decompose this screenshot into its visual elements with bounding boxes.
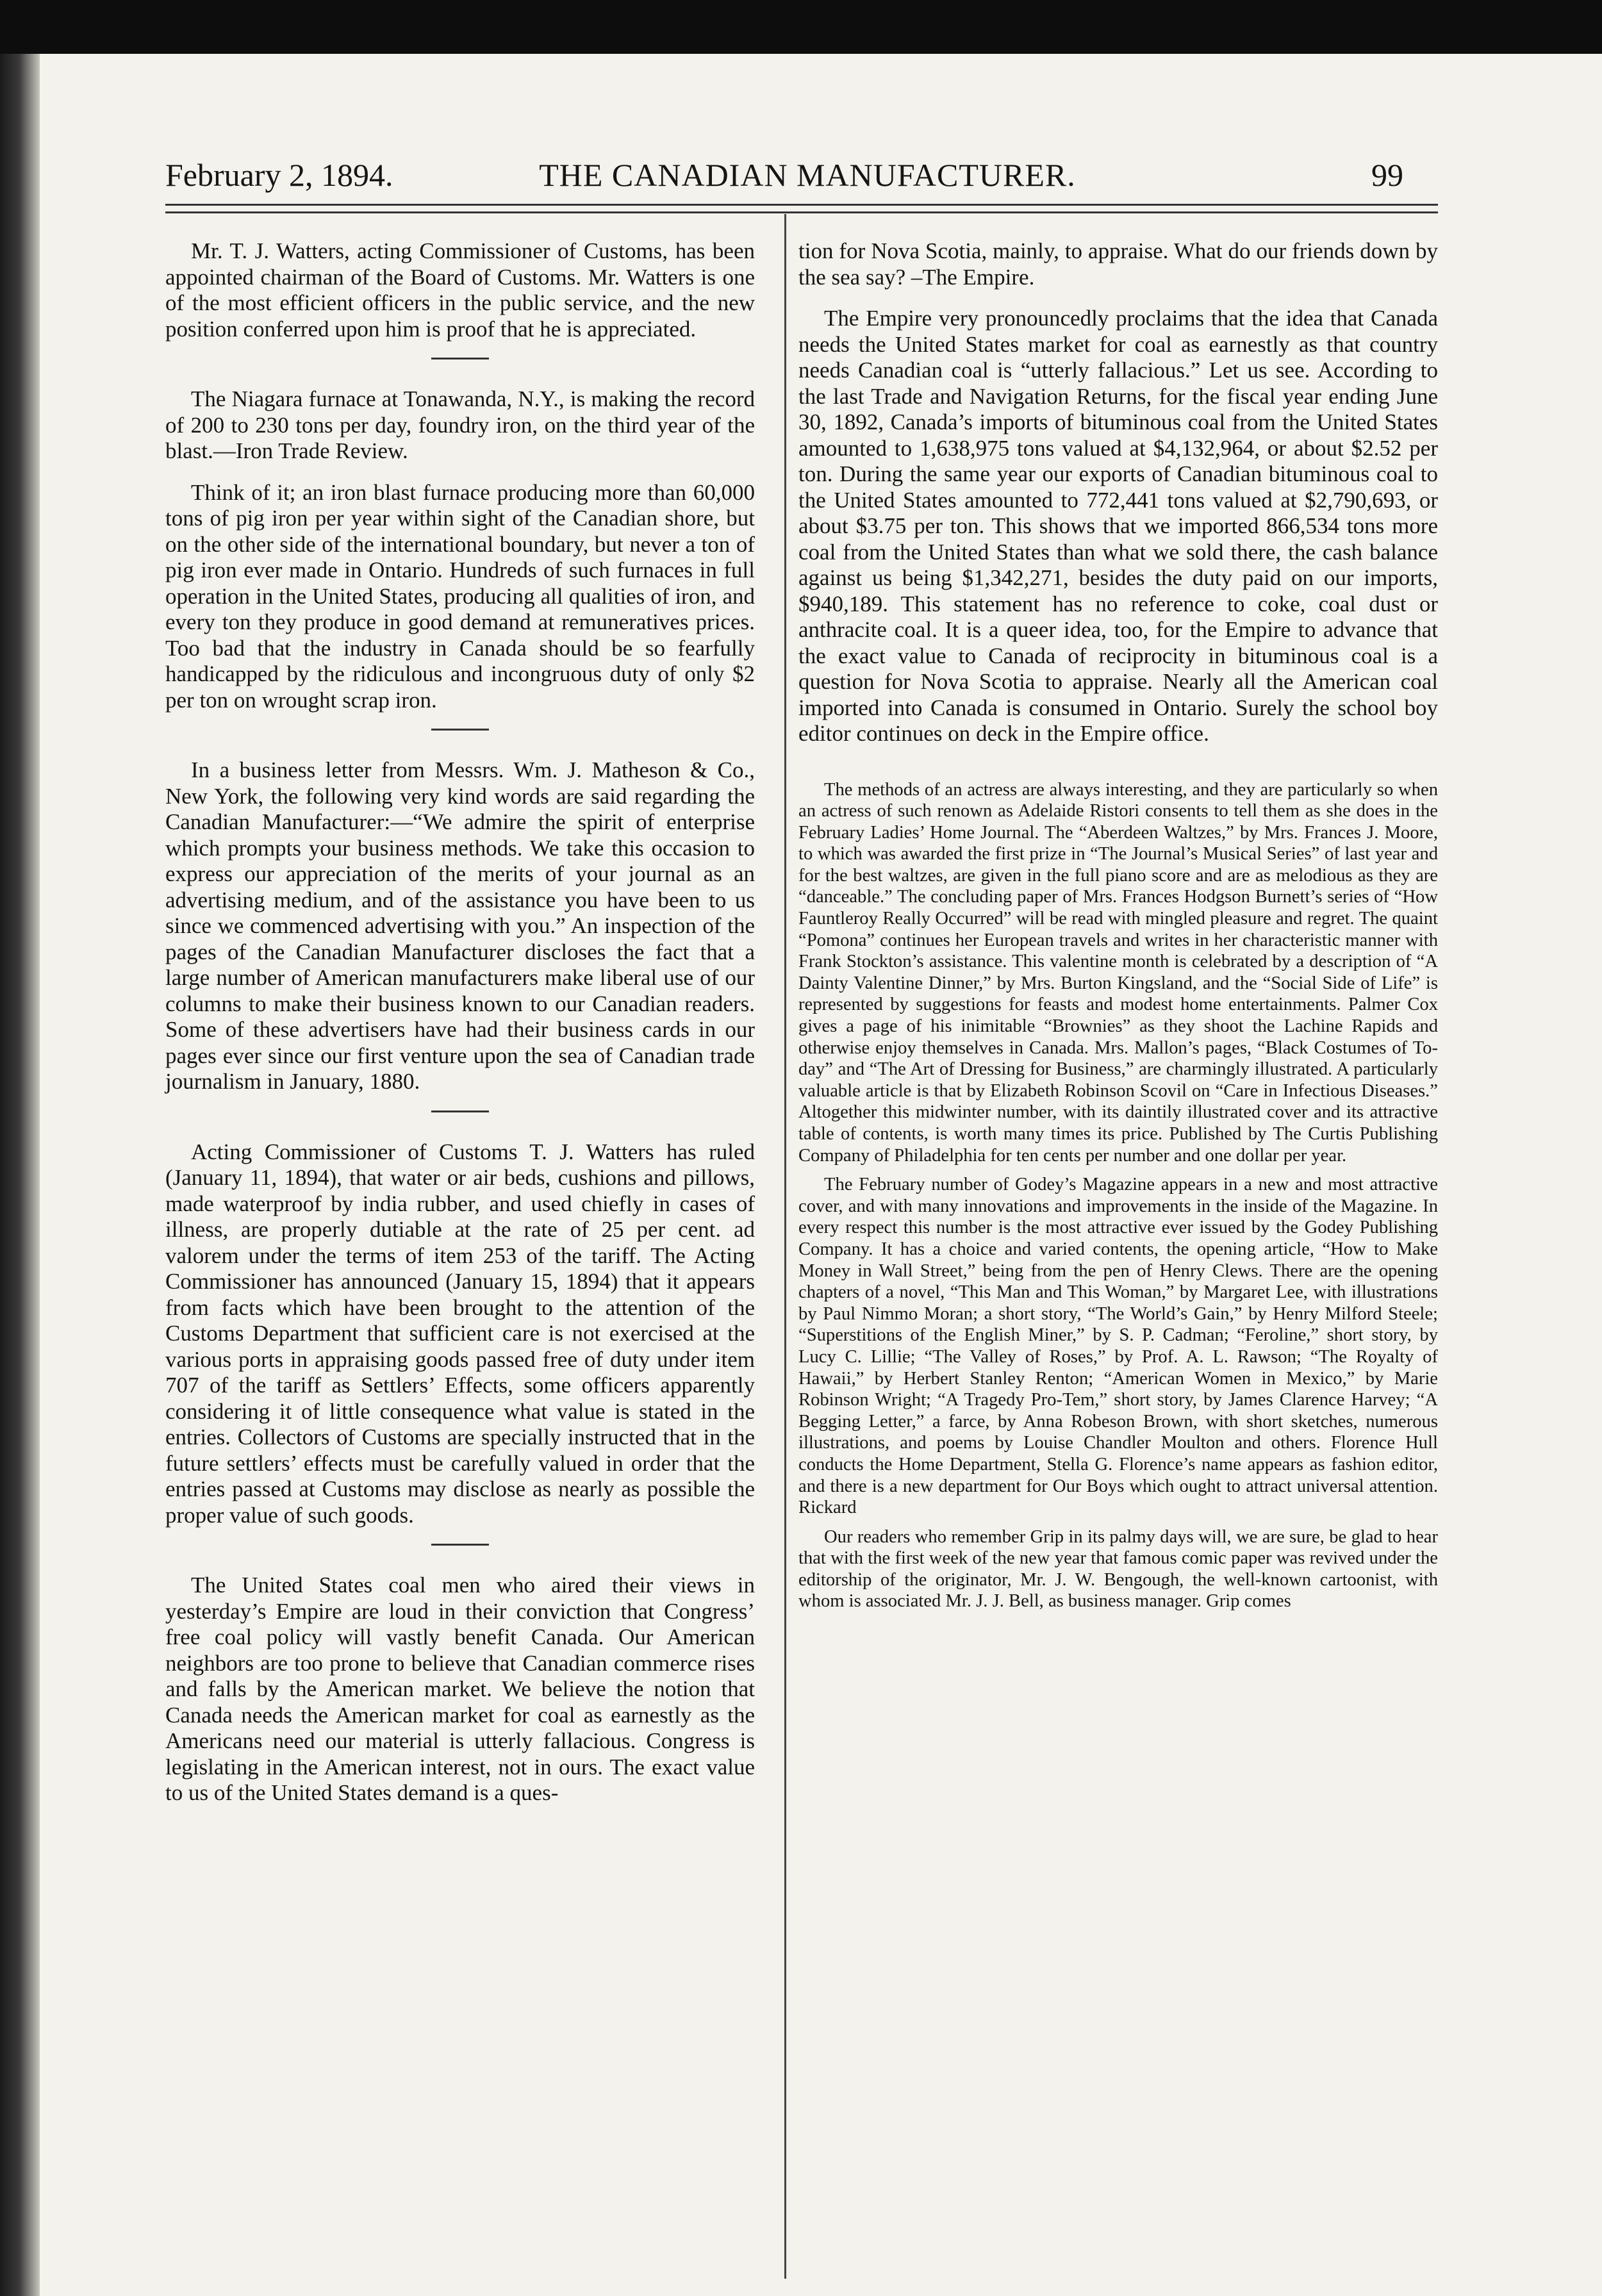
left-column [165, 238, 755, 1822]
article-empire-coal-rebuttal: The Empire very pronouncedly proclaims that the idea that Canada needs the United States market for coal as earnestly as that country needs Canadian coal is “utterly fallacious.” Let us see. According to the last Trade and Navigation Returns, for the fiscal year ending June 30, 1892, Canada’s imports of bituminous coal from the United States amounted to 1,638,975 tons valued at $4,132,964, or about $2.52 per ton. During the same year our exports of Canadian bituminous coal to the United States amounted to 772,441 tons valued at $2,790,693, or about $3.75 per ton. This shows that we imported 866,534 tons more coal from the United States than what we sold there, the cash balance against us being $1,342,271, besides the duty paid on our imports, $940,189. This statement has no reference to coke, coal dust or anthracite coal. It is a queer idea, too, for the Empire to advance that the exact value to Canada of reciprocity in bituminous coal is a question for Nova Scotia to appraise. Nearly all the American coal imported into Canada is consumed in Ontario. Surely the school boy editor continues on deck in the Empire office. [798, 306, 1438, 746]
separator [431, 1111, 489, 1112]
header-rule-bottom [165, 211, 1438, 213]
notice-ladies-home-journal: The methods of an actress are always interesting, and they are particularly so when an actress of such renown as Adelaide Ristori consents to tell them as she does in the February Ladies’ Home Journal. The “Aberdeen Waltzes,” by Mrs. Frances J. Moore, to which was awarded the first prize in “The Journal’s Musical Series” of last year and for the best waltzes, are given in the full piano score and are as melodious as they are “danceable.” The concluding paper of Mrs. Frances Hodgson Burnett’s series of “How Fauntleroy Really Occurred” will be read with mingled pleasure and regret. The quaint “Pomona” continues her European travels and writes in her characteristic manner with Frank Stockton’s assistance. This valentine month is celebrated by a description of “A Dainty Valentine Dinner,” by Mrs. Burton Kingsland, and the “Social Side of Life” is represented by suggestions for feasts and modest home entertainments. Palmer Cox gives a page of his inimitable “Brownies” as they shoot the Lachine Rapids and otherwise enjoy themselves in Canada. Mrs. Mallon’s pages, “Black Costumes of To-day” and “The Art of Dressing for Business,” are charmingly illustrated. A particularly valuable article is that by Elizabeth Robinson Scovil on “Care in Infectious Diseases.” Altogether this midwinter number, with its daintily illustrated cover and its attractive table of contents, is worth many times its price. Published by The Curtis Publishing Company of Philadelphia for ten cents per number and one dollar per year. [798, 779, 1438, 1166]
header-rule-top [165, 204, 1438, 206]
notice-grip-revival: Our readers who remember Grip in its palmy days will, we are sure, be glad to hear that with the first week of the new year that famous comic paper was revived under the editorship of the originator, Mr. J. W. Bengough, the well-known cartoonist, with whom is associated Mr. J. J. Bell, as business manager. Grip comes [798, 1526, 1438, 1612]
article-coal-men: The United States coal men who aired their views in yesterday’s Empire are loud in their conviction that Congress’ free coal policy will vastly benefit Canada. Our American neighbors are too prone to believe that Canadian commerce rises and falls by the American market. We believe the notion that Canada needs the American market for coal as earnestly as the Americans need our material is utterly fallacious. Congress is legislating in the American interest, not in ours. The exact value to us of the United States demand is a ques- [165, 1573, 755, 1805]
article-matheson-letter: In a business letter from Messrs. Wm. J. Matheson & Co., New York, the following very kind words are said regarding the Canadian Manufacturer:—“We admire the spirit of enterprise which prompts your business methods. We take this occasion to express our appreciation of the merits of your journal as an advertising medium, and of the assistance you have been to us since we commenced advertising with you.” An inspection of the pages of the Canadian Manufacturer discloses the fact that a large number of American manufacturers make liberal use of our columns to make their business known to our Canadian readers. Some of these advertisers have had their business cards in our pages ever since our first venture upon the sea of Canadian trade journalism in January, 1880. [165, 757, 755, 1094]
right-column [798, 238, 1438, 1620]
scan-left-edge [0, 54, 40, 2296]
article-watters-appointment: Mr. T. J. Watters, acting Commissioner of Customs, has been appointed chairman of the Board of Customs. Mr. Watters is one of the most efficient officers in the public service, and the new position conferred upon him is proof that he is appreciated. [165, 238, 755, 342]
separator [431, 358, 489, 359]
article-pig-iron-commentary: Think of it; an iron blast furnace producing more than 60,000 tons of pig iron per year within sight of the Canadian shore, but on the other side of the international boundary, but never a ton of pig iron ever made in Ontario. Hundreds of such furnaces in full operation in the United States, producing all qualities of iron, and every ton they produce in good demand at remuneratives prices. Too bad that the industry in Canada should be so fearfully handicapped by the ridiculous and incongruous duty of only $2 per ton on wrought scrap iron. [165, 479, 755, 713]
magazine-notices [798, 779, 1438, 1613]
publication-title: THE CANADIAN MANUFACTURER. [539, 157, 1076, 193]
issue-date: February 2, 1894. [165, 157, 393, 193]
scan-top-border [0, 0, 1602, 54]
separator [431, 729, 489, 731]
separator [431, 1544, 489, 1546]
article-coal-men-continued: tion for Nova Scotia, mainly, to appraise. What do our friends down by the sea say? –The Empire. [798, 238, 1438, 290]
column-divider [784, 214, 786, 2279]
notice-godeys-magazine: The February number of Godey’s Magazine appears in a new and most attractive cover, and with many innovations and improvements in the inside of the Magazine. In every respect this number is the most attractive ever issued by the Godey Publishing Company. It has a choice and varied contents, the opening article, “How to Make Money in Wall Street,” being from the pen of Henry Clews. There are the opening chapters of a novel, “This Man and This Woman,” by Margaret Lee, with illustrations by Paul Nimmo Moran; a short story, “The World’s Gain,” by Henry Milford Steele; “Superstitions of the English Miner,” by S. P. Cadman; “Feroline,” short story, by Lucy C. Lillie; “The Valley of Roses,” by Prof. A. L. Rawson; “The Royalty of Hawaii,” by Herbert Stanley Renton; “American Women in Mexico,” by Marie Robinson Wright; “A Tragedy Pro-Tem,” short story, by James Clarence Harvey; “A Begging Letter,” a farce, by Anna Robeson Brown, with short sketches, numerous illustrations, and poems by Louise Chandler Moulton and others. Florence Hull conducts the Home Department, Stella G. Florence’s name appears as fashion editor, and there is a new department for Our Boys which ought to attract universal attention. Rickard [798, 1175, 1438, 1518]
page-number: 99 [1371, 157, 1403, 193]
article-customs-ruling: Acting Commissioner of Customs T. J. Watters has ruled (January 11, 1894), that water or air beds, cushions and pillows, made waterproof by india rubber, and used chiefly in cases of illness, are properly dutiable at the rate of 25 per cent. ad valorem under the terms of item 253 of the tariff. The Acting Commissioner has announced (January 15, 1894) that it appears from facts which have been brought to the attention of the Customs Department that sufficient care is not exercised at the various ports in appraising goods passed free of duty under item 707 of the tariff as Settlers’ Effects, some officers apparently considering it of little consequence what value is stated in the entries. Collectors of Customs are specially instructed that in the future settlers’ effects must be carefully valued in order that the entries passed at Customs may disclose as nearly as possible the proper value of such goods. [165, 1139, 755, 1528]
article-niagara-furnace: The Niagara furnace at Tonawanda, N.Y., is making the record of 200 to 230 tons per day, foundry iron, on the third year of the blast.—Iron Trade Review. [165, 386, 755, 463]
